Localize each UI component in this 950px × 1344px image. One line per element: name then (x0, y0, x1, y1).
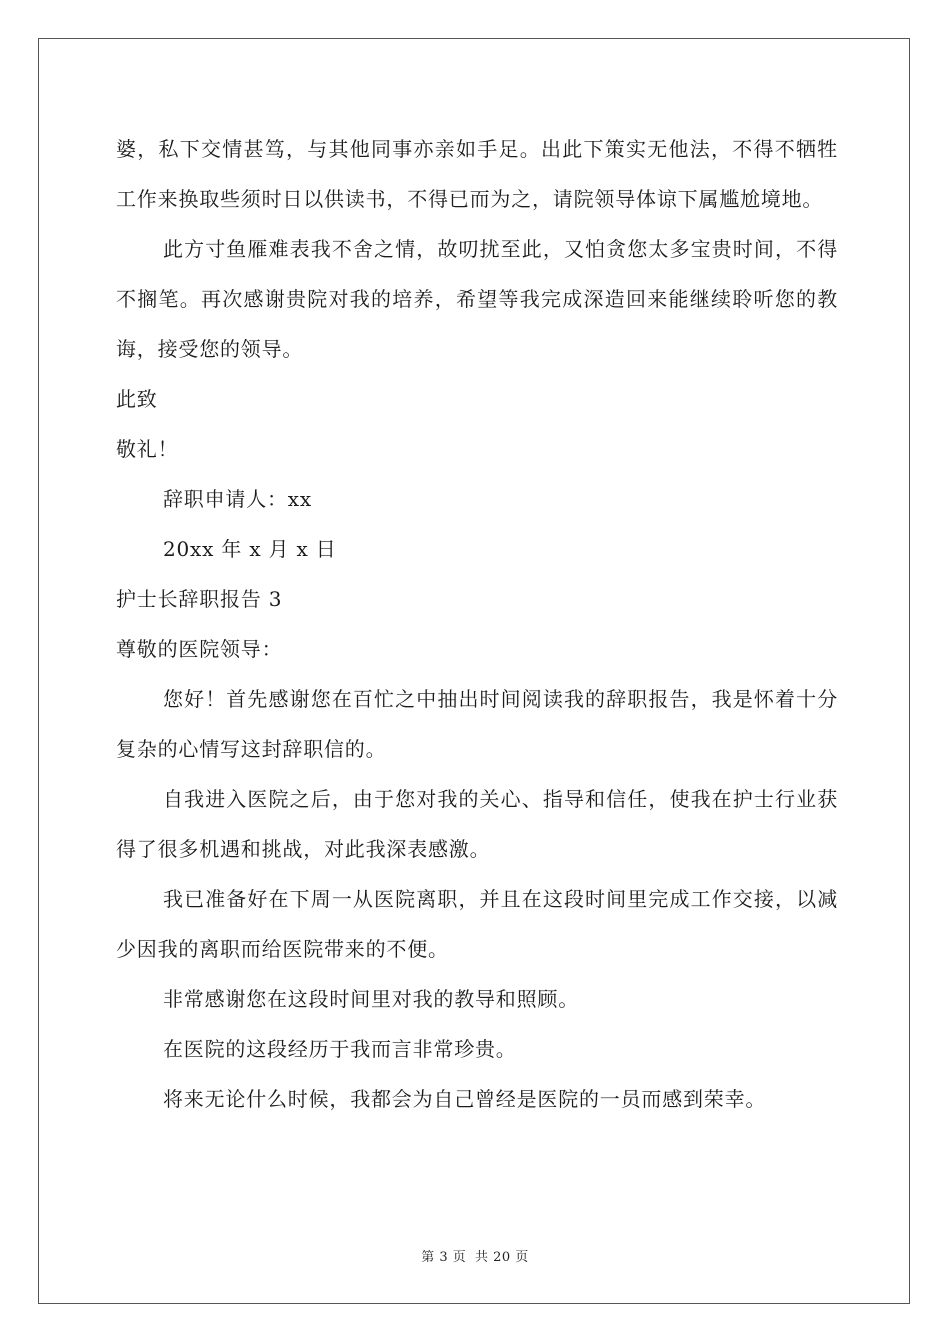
paragraph-greeting: 您好！首先感谢您在百忙之中抽出时间阅读我的辞职报告，我是怀着十分复杂的心情写这封辞职信的。 (116, 687, 838, 761)
paragraph-continuation: 婆，私下交情甚笃，与其他同事亦亲如手足。出此下策实无他法，不得不牺牲工作来换取些须时日以供读书，不得已而为之，请院领导体谅下属尴尬境地。 (116, 137, 838, 211)
signature-applicant: 辞职申请人：xx (163, 487, 312, 511)
page-footer (0, 1246, 950, 1265)
page-total: 共 20 页 (474, 1250, 529, 1265)
signature-date: 20xx 年 x 月 x 日 (163, 537, 337, 561)
paragraph-gratitude: 自我进入医院之后，由于您对我的关心、指导和信任，使我在护士行业获得了很多机遇和挑战，对此我深表感激。 (116, 787, 838, 861)
paragraph-experience: 在医院的这段经历于我而言非常珍贵。 (163, 1037, 517, 1061)
document-body (116, 124, 838, 1124)
closing-cizhi: 此致 (116, 387, 158, 411)
section-heading: 护士长辞职报告 3 (116, 587, 283, 611)
paragraph-handover: 我已准备好在下周一从医院离职，并且在这段时间里完成工作交接，以减少因我的离职而给医院带来的不便。 (116, 887, 838, 961)
paragraph-farewell: 此方寸鱼雁难表我不舍之情，故叨扰至此，又怕贪您太多宝贵时间，不得不搁笔。再次感谢贵院对我的培养，希望等我完成深造回来能继续聆听您的教诲，接受您的领导。 (116, 237, 838, 361)
page-number: 第 3 页 (421, 1250, 467, 1265)
paragraph-thanks: 非常感谢您在这段时间里对我的教导和照顾。 (163, 987, 579, 1011)
paragraph-honor: 将来无论什么时候，我都会为自己曾经是医院的一员而感到荣幸。 (163, 1087, 767, 1111)
salutation: 尊敬的医院领导： (116, 637, 283, 661)
closing-jingli: 敬礼！ (116, 437, 179, 461)
